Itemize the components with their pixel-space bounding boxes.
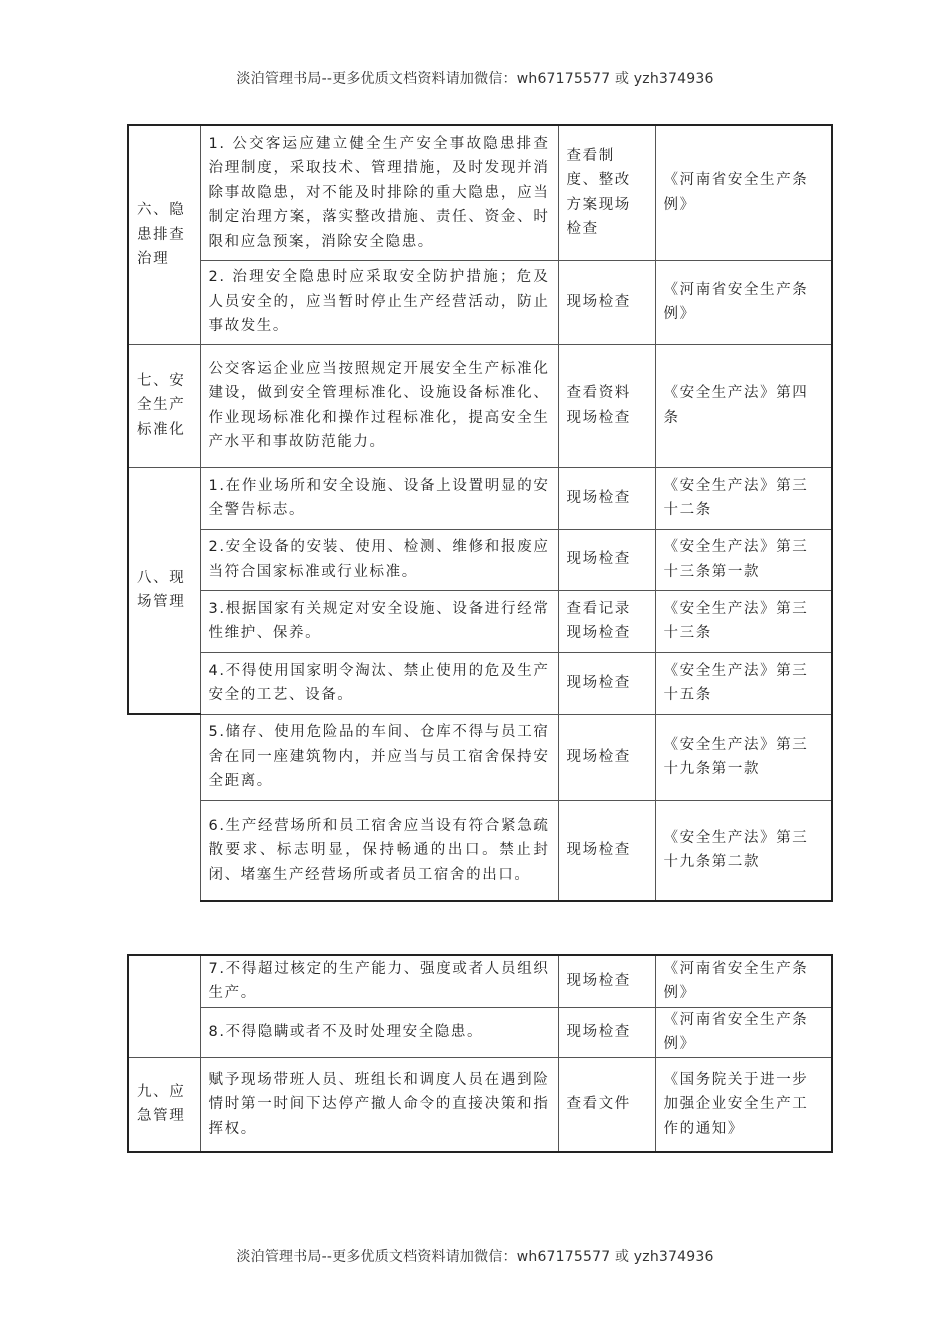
- inspection-table-1: [127, 124, 833, 902]
- category-cell: 六、隐患排查治理: [128, 125, 200, 344]
- category-cell: 八、现场管理: [128, 467, 200, 714]
- category-cell: 九、应急管理: [128, 1057, 200, 1152]
- basis-cell: 《国务院关于进一步加强企业安全生产工作的通知》: [655, 1057, 832, 1152]
- requirement-cell: 2.安全设备的安装、使用、检测、维修和报废应当符合国家标准或行业标准。: [200, 529, 558, 590]
- requirement-cell: 公交客运企业应当按照规定开展安全生产标准化建设，做到安全管理标准化、设施设备标准化、作业现场标准化和操作过程标准化，提高安全生产水平和事故防范能力。: [200, 344, 558, 467]
- basis-cell: 《河南省安全生产条例》: [655, 125, 832, 260]
- requirement-cell: 赋予现场带班人员、班组长和调度人员在遇到险情时第一时间下达停产撤人命令的直接决策和指挥权。: [200, 1057, 558, 1152]
- basis-cell: 《河南省安全生产条例》: [655, 1007, 832, 1057]
- table-row: [128, 344, 832, 467]
- basis-cell: 《安全生产法》第四条: [655, 344, 832, 467]
- table-row: [128, 1057, 832, 1152]
- method-cell: 查看记录现场检查: [558, 590, 655, 652]
- method-cell: 现场检查: [558, 652, 655, 714]
- basis-cell: 《安全生产法》第三十九条第二款: [655, 800, 832, 901]
- method-cell: 现场检查: [558, 467, 655, 529]
- basis-cell: 《安全生产法》第三十九条第一款: [655, 714, 832, 800]
- table-row: [128, 652, 832, 714]
- category-cell: [128, 955, 200, 1057]
- requirement-cell: 8.不得隐瞒或者不及时处理安全隐患。: [200, 1007, 558, 1057]
- requirement-cell: 1.在作业场所和安全设施、设备上设置明显的安全警告标志。: [200, 467, 558, 529]
- requirement-cell: 7.不得超过核定的生产能力、强度或者人员组织生产。: [200, 955, 558, 1007]
- table-row: [128, 1007, 832, 1057]
- table-row: [128, 590, 832, 652]
- empty-cell: [128, 800, 200, 901]
- method-cell: 现场检查: [558, 1007, 655, 1057]
- page-footer: 淡泊管理书局--更多优质文档资料请加微信：wh67175577 或 yzh374936: [236, 1249, 714, 1265]
- table-row: [128, 529, 832, 590]
- requirement-cell: 6.生产经营场所和员工宿舍应当设有符合紧急疏散要求、标志明显，保持畅通的出口。禁止封闭、堵塞生产经营场所或者员工宿舍的出口。: [200, 800, 558, 901]
- basis-cell: 《安全生产法》第三十二条: [655, 467, 832, 529]
- requirement-cell: 4.不得使用国家明令淘汰、禁止使用的危及生产安全的工艺、设备。: [200, 652, 558, 714]
- method-cell: 查看资料现场检查: [558, 344, 655, 467]
- table-row: [128, 467, 832, 529]
- table-row: [128, 714, 832, 800]
- table-row: [128, 125, 832, 260]
- method-cell: 查看文件: [558, 1057, 655, 1152]
- method-cell: 现场检查: [558, 800, 655, 901]
- method-cell: 现场检查: [558, 260, 655, 344]
- requirement-cell: 3.根据国家有关规定对安全设施、设备进行经常性维护、保养。: [200, 590, 558, 652]
- method-cell: 查看制度、整改方案现场检查: [558, 125, 655, 260]
- table-row: [128, 260, 832, 344]
- category-cell: 七、安全生产标准化: [128, 344, 200, 467]
- method-cell: 现场检查: [558, 529, 655, 590]
- basis-cell: 《河南省安全生产条例》: [655, 955, 832, 1007]
- requirement-cell: 5.储存、使用危险品的车间、仓库不得与员工宿舍在同一座建筑物内，并应当与员工宿舍保持安全距离。: [200, 714, 558, 800]
- method-cell: 现场检查: [558, 714, 655, 800]
- method-cell: 现场检查: [558, 955, 655, 1007]
- basis-cell: 《河南省安全生产条例》: [655, 260, 832, 344]
- table-row: [128, 800, 832, 901]
- page-header: 淡泊管理书局--更多优质文档资料请加微信：wh67175577 或 yzh374936: [236, 71, 714, 87]
- requirement-cell: 1. 公交客运应建立健全生产安全事故隐患排查治理制度，采取技术、管理措施，及时发现并消除事故隐患，对不能及时排除的重大隐患，应当制定治理方案，落实整改措施、责任、资金、时限和应急预案，消除安全隐患。: [200, 125, 558, 260]
- inspection-table-2: [127, 954, 833, 1153]
- table-row: [128, 955, 832, 1007]
- basis-cell: 《安全生产法》第三十三条: [655, 590, 832, 652]
- basis-cell: 《安全生产法》第三十三条第一款: [655, 529, 832, 590]
- basis-cell: 《安全生产法》第三十五条: [655, 652, 832, 714]
- requirement-cell: 2. 治理安全隐患时应采取安全防护措施；危及人员安全的，应当暂时停止生产经营活动，防止事故发生。: [200, 260, 558, 344]
- empty-cell: [128, 714, 200, 800]
